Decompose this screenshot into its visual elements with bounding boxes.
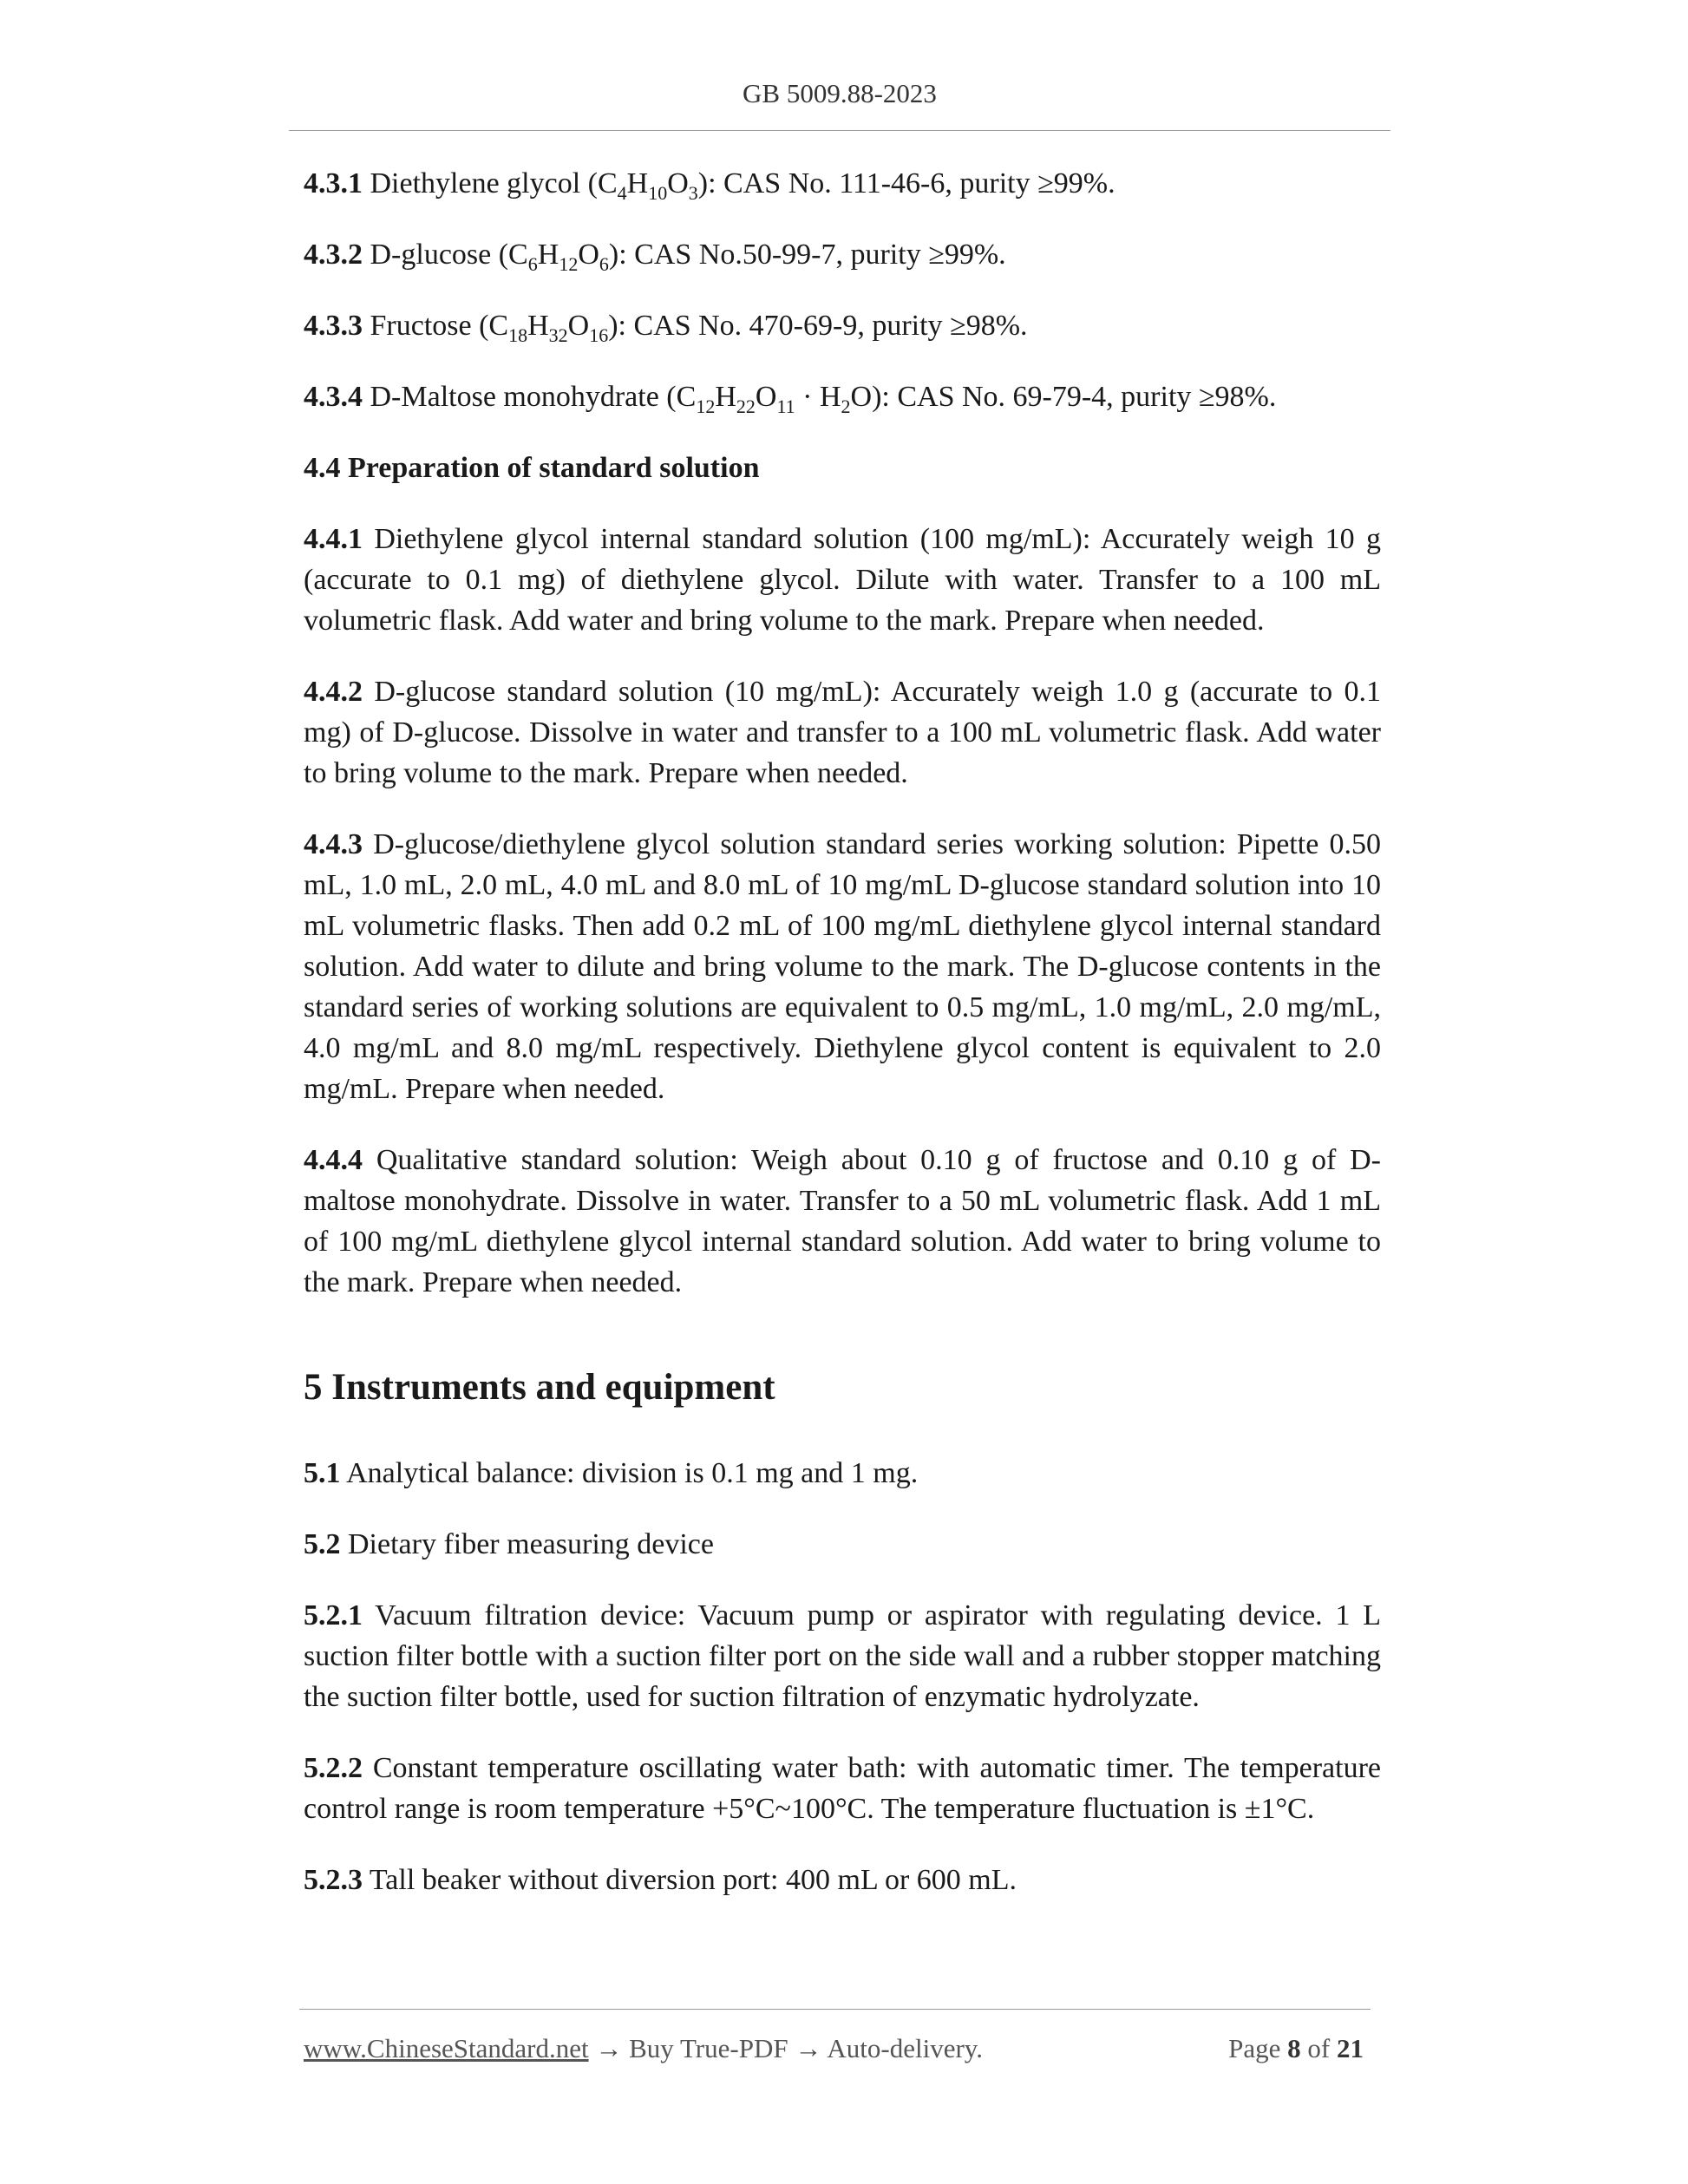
subsection-heading-4-4: 4.4 Preparation of standard solution — [304, 452, 760, 484]
clause-5-2-1: 5.2.1 Vacuum filtration device: Vacuum pump or aspirator with regulating device. 1 L suction filter bottle with a suction filter port on the side wall and a rubber stopper matching the suction filter bottle, used for suction filtration of enzymatic hydrolyzate. — [304, 1599, 1381, 1713]
arrow-right-icon: → — [788, 2033, 828, 2063]
section-heading-5: 5 Instruments and equipment — [304, 1367, 775, 1408]
clause-4-3-1: 4.3.1 Diethylene glycol $(C_4H_{10}O_3)$: CAS No. 111-46-6, purity ≥99%. — [304, 167, 1116, 204]
standard-number: GB 5009.88-2023 — [743, 78, 937, 108]
page-header — [289, 73, 1390, 131]
clause-4-3-3: 4.3.3 Fructose $(C_{18}H_{32}O_{16})$: CAS No. 470-69-9, purity ≥98%. — [304, 310, 1028, 346]
clause-4-4-1: 4.4.1 Diethylene glycol internal standard solution (100 mg/mL): Accurately weigh 10 g (accurate to 0.1 mg) of diethylene glycol. Dilute with water. Transfer to a 100 mL volumetric flask. Add water and bring volume to the mark. Prepare when needed. — [304, 523, 1381, 637]
clause-4-4-3: 4.4.3 D-glucose/diethylene glycol solution standard series working solution: Pipette 0.50 mL, 1.0 mL, 2.0 mL, 4.0 mL and 8.0 mL of 10 mg/mL D-glucose standard solution into 10 mL volumetric flasks. Then add 0.2 mL of 100 mg/mL diethylene glycol internal standard solution. Add water to dilute and bring volume to the mark. The D-glucose contents in the standard series of working solutions are equivalent to 0.5 mg/mL, 1.0 mg/mL, 2.0 mg/mL, 4.0 mg/mL and 8.0 mg/mL respectively. Diethylene glycol content is equivalent to 2.0 mg/mL. Prepare when needed. — [304, 828, 1381, 1105]
clause-5-2: 5.2 Dietary fiber measuring device — [304, 1528, 714, 1560]
clause-4-4-4: 4.4.4 Qualitative standard solution: Weigh about 0.10 g of fructose and 0.10 g of D-maltose monohydrate. Dissolve in water. Transfer to a 50 mL volumetric flask. Add 1 mL of 100 mg/mL diethylene glycol internal standard solution. Add water to bring volume to the mark. Prepare when needed. — [304, 1144, 1381, 1298]
of-label: of — [1307, 2033, 1331, 2063]
clause-4-3-4: 4.3.4 D-Maltose monohydrate $(C_{12}H_{22}O_{11} \cdot H_2O)$: CAS No. 69-79-4, purity ≥98%. — [304, 381, 1277, 417]
page-footer — [304, 2030, 1371, 2068]
clause-5-2-3: 5.2.3 Tall beaker without diversion port: 400 mL or 600 mL. — [304, 1864, 1017, 1896]
page-total: 21 — [1337, 2033, 1364, 2063]
clause-4-3-2: 4.3.2 D-glucose $(C_6H_{12}O_6)$: CAS No.50-99-7, purity ≥99%. — [304, 239, 1006, 275]
website-link[interactable]: www.ChineseStandard.net — [304, 2033, 589, 2063]
page-number: 8 — [1287, 2033, 1301, 2063]
page-indicator — [1228, 2030, 1364, 2068]
clause-4-4-2: 4.4.2 D-glucose standard solution (10 mg/mL): Accurately weigh 1.0 g (accurate to 0.1 mg) of D-glucose. Dissolve in water and transfer to a 100 mL volumetric flask. Add water to bring volume to the mark. Prepare when needed. — [304, 676, 1381, 789]
page-content — [304, 163, 1381, 1931]
arrow-right-icon: → — [588, 2033, 630, 2063]
footer-divider — [299, 2009, 1371, 2010]
auto-delivery-text: Auto-delivery. — [827, 2033, 984, 2063]
buy-pdf-text: Buy True-PDF — [629, 2033, 788, 2063]
clause-5-1: 5.1 Analytical balance: division is 0.1 mg and 1 mg. — [304, 1457, 919, 1489]
footer-promo — [304, 2030, 983, 2068]
clause-5-2-2: 5.2.2 Constant temperature oscillating water bath: with automatic timer. The temperature control range is room temperature +5°C~100°C. The temperature fluctuation is ±1°C. — [304, 1752, 1381, 1825]
page-label: Page — [1228, 2033, 1281, 2063]
